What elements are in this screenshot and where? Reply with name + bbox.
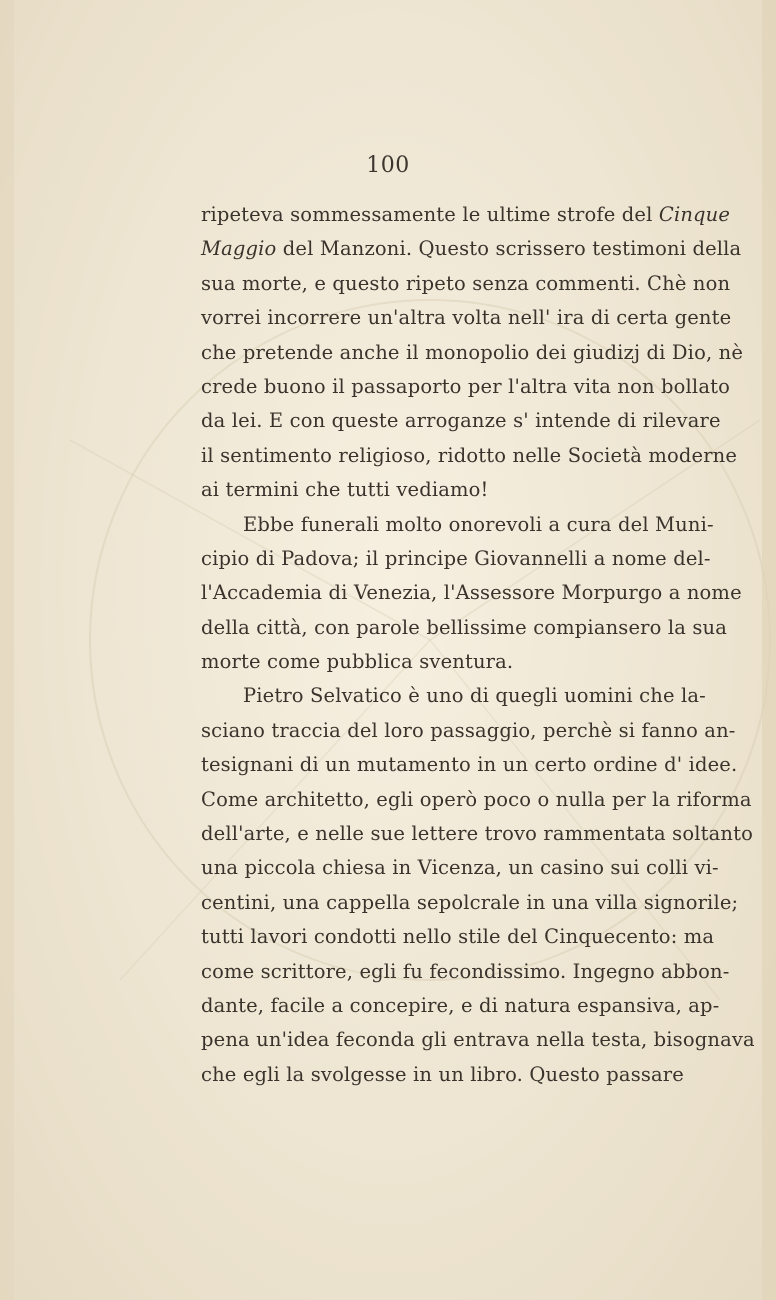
- text-line: [201, 576, 742, 610]
- text-line: [201, 267, 731, 301]
- text-segment: cipio di Padova; il principe Giovannelli a nome del-: [201, 546, 711, 570]
- text-segment: centini, una cappella sepolcrale in una villa signorile;: [201, 890, 739, 914]
- text-line: [201, 955, 730, 989]
- text-segment: da lei. E con queste arroganze s' intende di rilevare: [201, 409, 721, 433]
- text-line: [201, 851, 719, 885]
- text-line: [201, 817, 753, 851]
- text-segment: ripeteva sommessamente le ultime strofe del: [201, 203, 659, 226]
- text-segment: Come architetto, egli operò poco o nulla per la riforma: [201, 787, 752, 811]
- text-line: [201, 508, 714, 542]
- text-segment: crede buono il passaporto per l'altra vita non bollato: [201, 374, 730, 398]
- text-segment: ai termini che tutti vediamo!: [201, 478, 489, 502]
- body-text: [201, 198, 755, 1092]
- text-segment: il sentimento religioso, ridotto nelle Società moderne: [201, 443, 738, 467]
- text-line: [201, 886, 739, 920]
- text-line: [201, 336, 744, 370]
- italic-title-text: Cinque: [658, 203, 731, 226]
- text-line: [201, 439, 738, 473]
- text-segment: sciano traccia del loro passaggio, perchè si fanno an-: [201, 718, 736, 742]
- text-segment: che pretende anche il monopolio dei giudizj di Dio, nè: [201, 340, 744, 364]
- text-line: [201, 989, 720, 1023]
- text-segment: morte come pubblica sventura.: [201, 650, 514, 674]
- text-segment: tutti lavori condotti nello stile del Cinquecento: ma: [201, 925, 715, 949]
- text-line: [201, 473, 681, 507]
- text-line: [201, 748, 738, 782]
- text-line: [201, 542, 711, 576]
- text-segment: della città, con parole bellissime compiansero la sua: [201, 615, 728, 639]
- text-segment: dell'arte, e nelle sue lettere trovo rammentata soltanto: [201, 822, 753, 846]
- text-segment: tesignani di un mutamento in un certo ordine d' idee.: [201, 753, 738, 777]
- text-segment: vorrei incorrere un'altra volta nell' ira di certa gente: [201, 306, 732, 330]
- text-line: [201, 783, 752, 817]
- text-segment: Ebbe funerali molto onorevoli a cura del Muni-: [243, 512, 714, 536]
- text-line: [201, 714, 736, 748]
- text-segment: dante, facile a concepire, e di natura espansiva, ap-: [201, 993, 720, 1017]
- text-segment: Pietro Selvatico è uno di quegli uomini che la-: [243, 684, 706, 708]
- page-number: 100: [366, 153, 410, 178]
- text-line: [201, 1058, 684, 1092]
- text-segment: l'Accademia di Venezia, l'Assessore Morpurgo a nome: [201, 581, 742, 605]
- text-segment: pena un'idea feconda gli entrava nella testa, bisognava: [201, 1028, 755, 1052]
- text-line: [201, 1023, 755, 1057]
- text-segment: una piccola chiesa in Vicenza, un casino sui colli vi-: [201, 856, 719, 880]
- text-line: [201, 301, 732, 335]
- text-line: [201, 232, 742, 266]
- text-segment: come scrittore, egli fu fecondissimo. Ingegno abbon-: [201, 959, 730, 983]
- text-line: [201, 679, 706, 713]
- text-line: [201, 404, 721, 438]
- text-segment: del Manzoni. Questo scrissero testimoni della: [276, 237, 742, 261]
- text-line: [201, 198, 731, 232]
- italic-title-text: Maggio: [201, 237, 277, 261]
- text-line: [201, 645, 681, 679]
- text-line: [201, 370, 730, 404]
- text-line: [201, 920, 715, 954]
- text-segment: sua morte, e questo ripeto senza commenti. Chè non: [201, 271, 731, 295]
- text-line: [201, 611, 728, 645]
- text-segment: che egli la svolgesse in un libro. Questo passare: [201, 1062, 684, 1086]
